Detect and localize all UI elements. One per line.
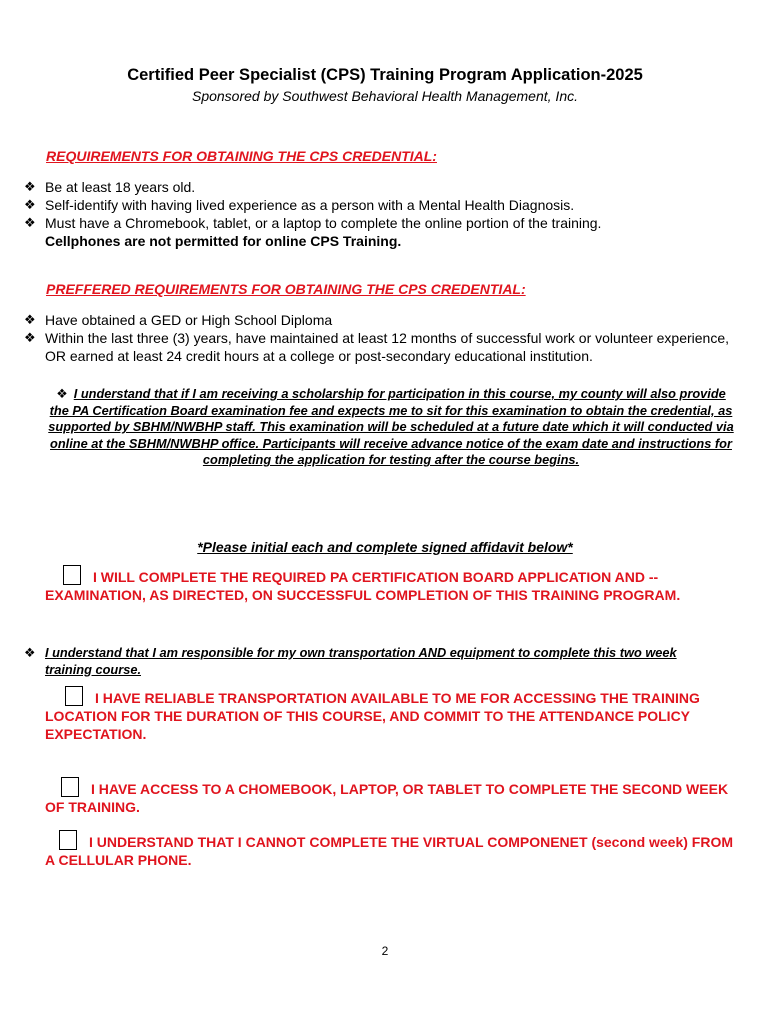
requirements-list xyxy=(22,178,742,250)
affirmation-text: I HAVE RELIABLE TRANSPORTATION AVAILABLE TO ME FOR ACCESSING THE TRAINING LOCATION FOR THE DURATION OF THIS COURSE, AND COMMIT TO THE ATTENDANCE POLICY EXPECTATION. xyxy=(45,690,700,742)
diamond-bullet-icon: ❖ xyxy=(24,645,36,660)
transport-note xyxy=(22,645,722,678)
affirmation-transportation xyxy=(45,686,735,743)
page-title: Certified Peer Specialist (CPS) Training Program Application-2025 xyxy=(127,66,643,84)
list-item xyxy=(22,311,742,329)
scholarship-note xyxy=(46,386,736,469)
affirmation-text: I HAVE ACCESS TO A CHOMEBOOK, LAPTOP, OR TABLET TO COMPLETE THE SECOND WEEK OF TRAINING. xyxy=(45,781,729,815)
diamond-bullet-icon: ❖ xyxy=(24,330,36,345)
preferred-text: Within the last three (3) years, have maintained at least 12 months of successful work or volunteer experience, OR earned at least 24 credit hours at a college or post-secondary educational institution. xyxy=(45,330,730,364)
checkbox-icon[interactable] xyxy=(59,830,77,850)
diamond-bullet-icon: ❖ xyxy=(56,386,68,401)
list-item xyxy=(22,329,742,365)
preferred-heading: PREFFERED REQUIREMENTS FOR OBTAINING THE CPS CREDENTIAL: xyxy=(46,281,526,297)
affirmation-virtual xyxy=(45,830,735,869)
affirmation-text: I UNDERSTAND THAT I CANNOT COMPLETE THE VIRTUAL COMPONENET (second week) FROM A CELLULAR PHONE. xyxy=(45,834,734,868)
list-item xyxy=(22,214,742,250)
diamond-bullet-icon: ❖ xyxy=(24,215,36,230)
scholarship-note-text: I understand that if I am receiving a scholarship for participation in this course, my county will also provide the PA Certification Board examination fee and expects me to sit for this examination to obtain the credential, as supported by SBHM/NWBHP staff. This examination will be scheduled at a future date which it will conducted via online at the SBHM/NWBHP office. Participants will receive advance notice of the exam date and instructions for completing the application for testing after the course begins. xyxy=(48,386,734,468)
affirmation-device xyxy=(45,777,735,816)
requirement-text: Be at least 18 years old. xyxy=(45,179,196,195)
requirement-emphasis: Cellphones are not permitted for online CPS Training. xyxy=(45,233,402,249)
requirement-text: Must have a Chromebook, tablet, or a laptop to complete the online portion of the training. xyxy=(45,215,602,231)
preferred-list xyxy=(22,311,742,365)
diamond-bullet-icon: ❖ xyxy=(24,197,36,212)
list-item xyxy=(22,178,742,196)
transport-note-text: I understand that I am responsible for my own transportation AND equipment to complete this two week training course. xyxy=(45,645,677,677)
page-subtitle: Sponsored by Southwest Behavioral Health Management, Inc. xyxy=(191,88,578,104)
checkbox-icon[interactable] xyxy=(65,686,83,706)
requirements-heading: REQUIREMENTS FOR OBTAINING THE CPS CREDENTIAL: xyxy=(46,148,437,164)
checkbox-icon[interactable] xyxy=(63,565,81,585)
requirement-text: Self-identify with having lived experience as a person with a Mental Health Diagnosis. xyxy=(45,197,575,213)
page-number: 2 xyxy=(381,944,389,958)
diamond-bullet-icon: ❖ xyxy=(24,312,36,327)
list-item xyxy=(22,196,742,214)
preferred-text: Have obtained a GED or High School Diploma xyxy=(45,312,333,328)
affirmation-text: I WILL COMPLETE THE REQUIRED PA CERTIFICATION BOARD APPLICATION AND -- EXAMINATION, AS DIRECTED, ON SUCCESSFUL COMPLETION OF THIS TRAINING PROGRAM. xyxy=(45,569,681,603)
diamond-bullet-icon: ❖ xyxy=(24,179,36,194)
affirmation-exam xyxy=(45,565,735,604)
initial-instruction: *Please initial each and complete signed affidavit below* xyxy=(197,539,573,555)
checkbox-icon[interactable] xyxy=(61,777,79,797)
